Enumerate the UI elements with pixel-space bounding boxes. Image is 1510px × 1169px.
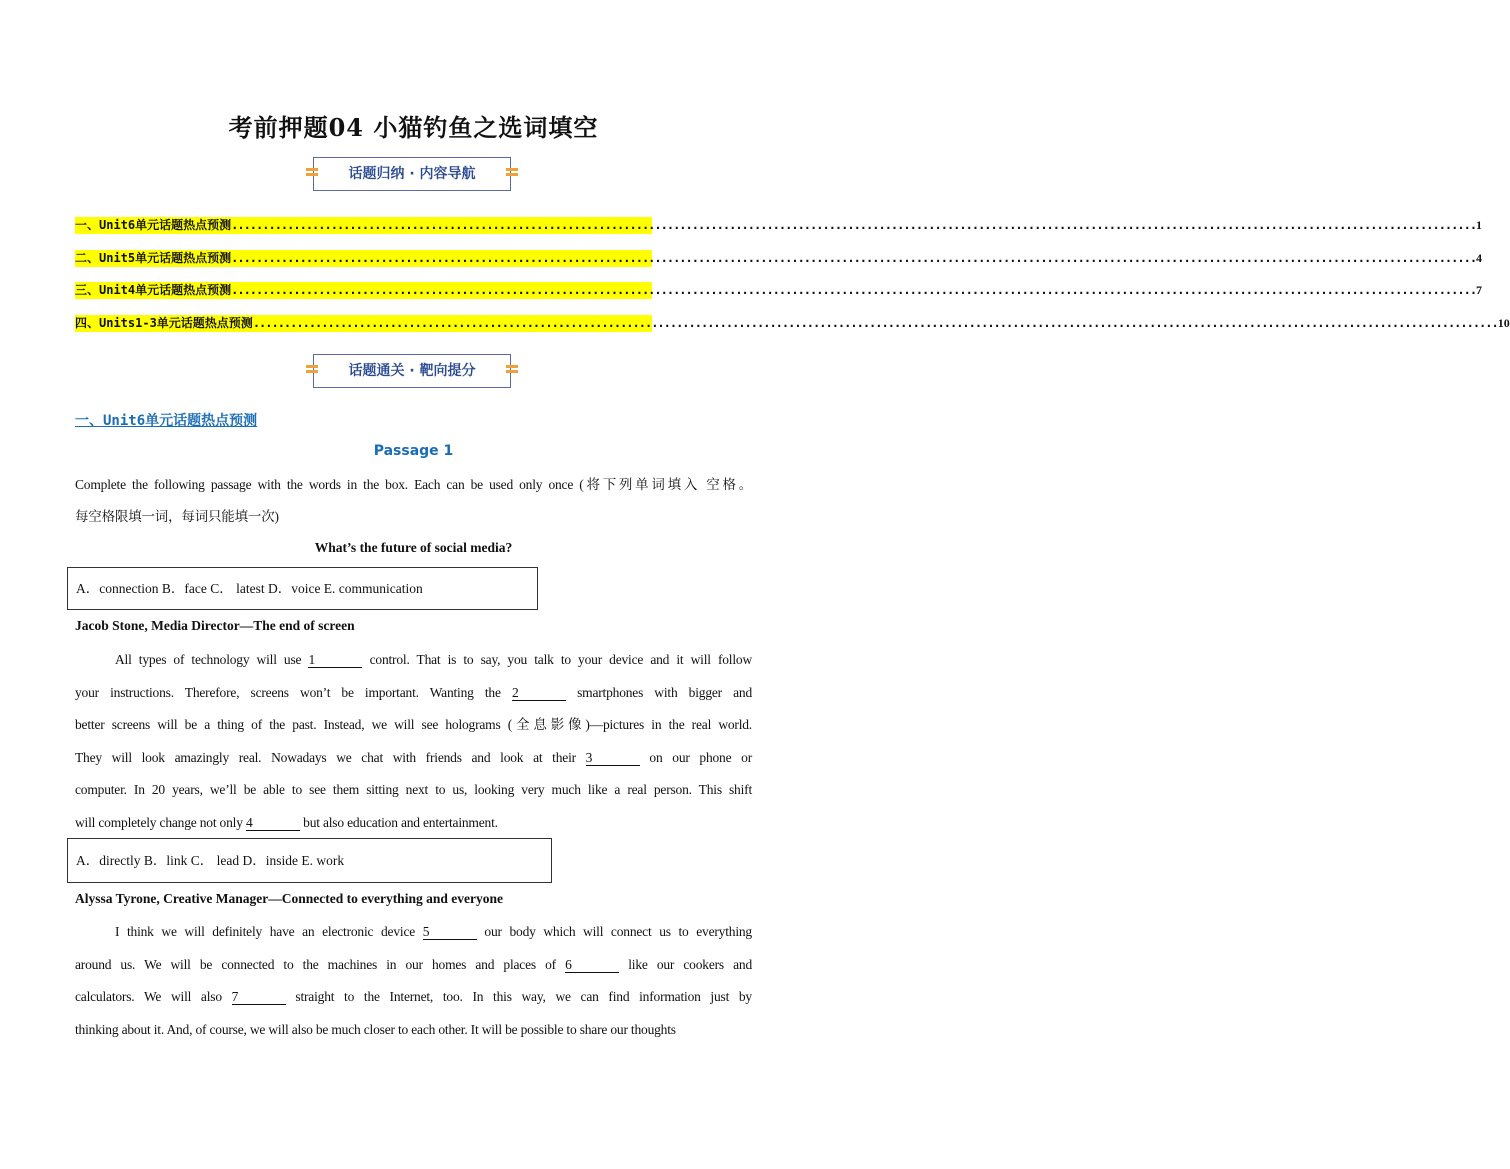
answer-blank[interactable]: 7 — [232, 989, 286, 1005]
passage-line — [115, 922, 752, 942]
answer-blank[interactable]: 2 — [512, 685, 566, 701]
speaker-2: Alyssa Tyrone, Creative Manager—Connected to everything and everyone — [75, 891, 503, 906]
passage-text: I think we will definitely have an electronic device — [115, 924, 416, 939]
passage-text: but also education and entertainment. — [303, 814, 498, 830]
toc-page-number: 4 — [1476, 250, 1483, 265]
toc-page-number: 1 — [1476, 218, 1483, 232]
toc-label: 一、Unit6单元话题热点预测 — [75, 218, 232, 232]
passage-line — [75, 1020, 752, 1040]
answer-blank[interactable]: 1 — [308, 652, 362, 668]
banner-topic-practice — [313, 354, 511, 388]
passage-line — [115, 650, 752, 670]
toc-entry[interactable] — [75, 282, 1483, 299]
passage-text: our body which will connect us to everything — [484, 924, 752, 939]
toc-page-number: 7 — [1476, 283, 1483, 297]
passage-title: Passage 1 — [373, 443, 454, 459]
passage-text: straight to the Internet, too. In this way, we can find information just by — [295, 989, 752, 1004]
passage-text: They will look amazingly real. Nowadays we chat with friends and look at their — [75, 749, 576, 765]
article-title: What’s the future of social media? — [314, 540, 513, 555]
toc-entry[interactable] — [75, 250, 1483, 267]
word-box-1: A．connection B．face C． latest D．voice E. communication — [67, 567, 538, 610]
passage-text: better screens will be a thing of the past. Instead, we will see holograms (全息影像)—pictures in the real world. — [75, 717, 752, 732]
banner-decoration-icon — [306, 363, 318, 377]
passage-text: like our cookers and — [628, 956, 752, 972]
toc-entry[interactable] — [75, 315, 1510, 332]
banner-label: 话题通关 · 靶向提分 — [348, 363, 476, 379]
passage-line — [75, 813, 752, 833]
toc-leader: ........................................................................................................................................................................................................ — [252, 315, 1498, 330]
toc-entry[interactable] — [75, 217, 1483, 234]
toc-label: 四、Units1-3单元话题热点预测 — [75, 315, 253, 330]
instruction-line: 每空格限填一词，每词只能填一次) — [75, 509, 279, 524]
passage-text: will completely change not only — [75, 814, 243, 830]
passage-text: on our phone or — [649, 749, 752, 765]
passage-line — [75, 748, 752, 768]
passage-line — [75, 715, 752, 735]
passage-line — [75, 780, 752, 800]
toc-leader: ........................................................................................................................................................................................................ — [231, 250, 1477, 265]
passage-text: control. That is to say, you talk to your device and it will follow — [369, 652, 752, 667]
passage-text: calculators. We will also — [75, 989, 222, 1004]
toc-page-number: 10 — [1497, 315, 1510, 330]
section-heading[interactable]: 一、Unit6单元话题热点预测 — [75, 413, 258, 429]
passage-line — [75, 955, 752, 975]
passage-text: smartphones with bigger and — [577, 684, 752, 700]
instruction-line: Complete the following passage with the words in the box. Each can be used only once (将下列单词填入 空格。 — [75, 477, 752, 492]
banner-decoration-icon — [306, 166, 318, 180]
answer-blank[interactable]: 3 — [586, 750, 640, 766]
passage-line — [75, 683, 752, 703]
passage-text: your instructions. Therefore, screens won’t be important. Wanting the — [75, 684, 501, 700]
banner-content-nav — [313, 157, 511, 191]
banner-label: 话题归纳 · 内容导航 — [348, 166, 476, 182]
word-box-2: A．directly B．link C． lead D．inside E. work — [67, 838, 552, 883]
passage-text: around us. We will be connected to the machines in our homes and places of — [75, 956, 556, 972]
passage-text: All types of technology will use — [115, 652, 302, 667]
answer-blank[interactable]: 6 — [565, 957, 619, 973]
document-title: 考前押题04 小猫钓鱼之选词填空 — [228, 113, 599, 142]
toc-leader: ........................................................................................................................................................................................................ — [231, 283, 1477, 297]
passage-line — [75, 987, 752, 1007]
answer-blank[interactable]: 5 — [423, 924, 477, 940]
toc-leader: ........................................................................................................................................................................................................ — [231, 218, 1477, 232]
toc-label: 三、Unit4单元话题热点预测 — [75, 283, 232, 297]
banner-decoration-icon — [506, 166, 518, 180]
speaker-1: Jacob Stone, Media Director—The end of screen — [75, 618, 355, 633]
passage-text: computer. In 20 years, we’ll be able to see them sitting next to us, looking very much like a real person. This shift — [75, 782, 752, 797]
toc-label: 二、Unit5单元话题热点预测 — [75, 250, 232, 265]
banner-decoration-icon — [506, 363, 518, 377]
answer-blank[interactable]: 4 — [246, 815, 300, 831]
passage-text: thinking about it. And, of course, we will also be much closer to each other. It will be possible to share our thoughts — [75, 1021, 676, 1037]
